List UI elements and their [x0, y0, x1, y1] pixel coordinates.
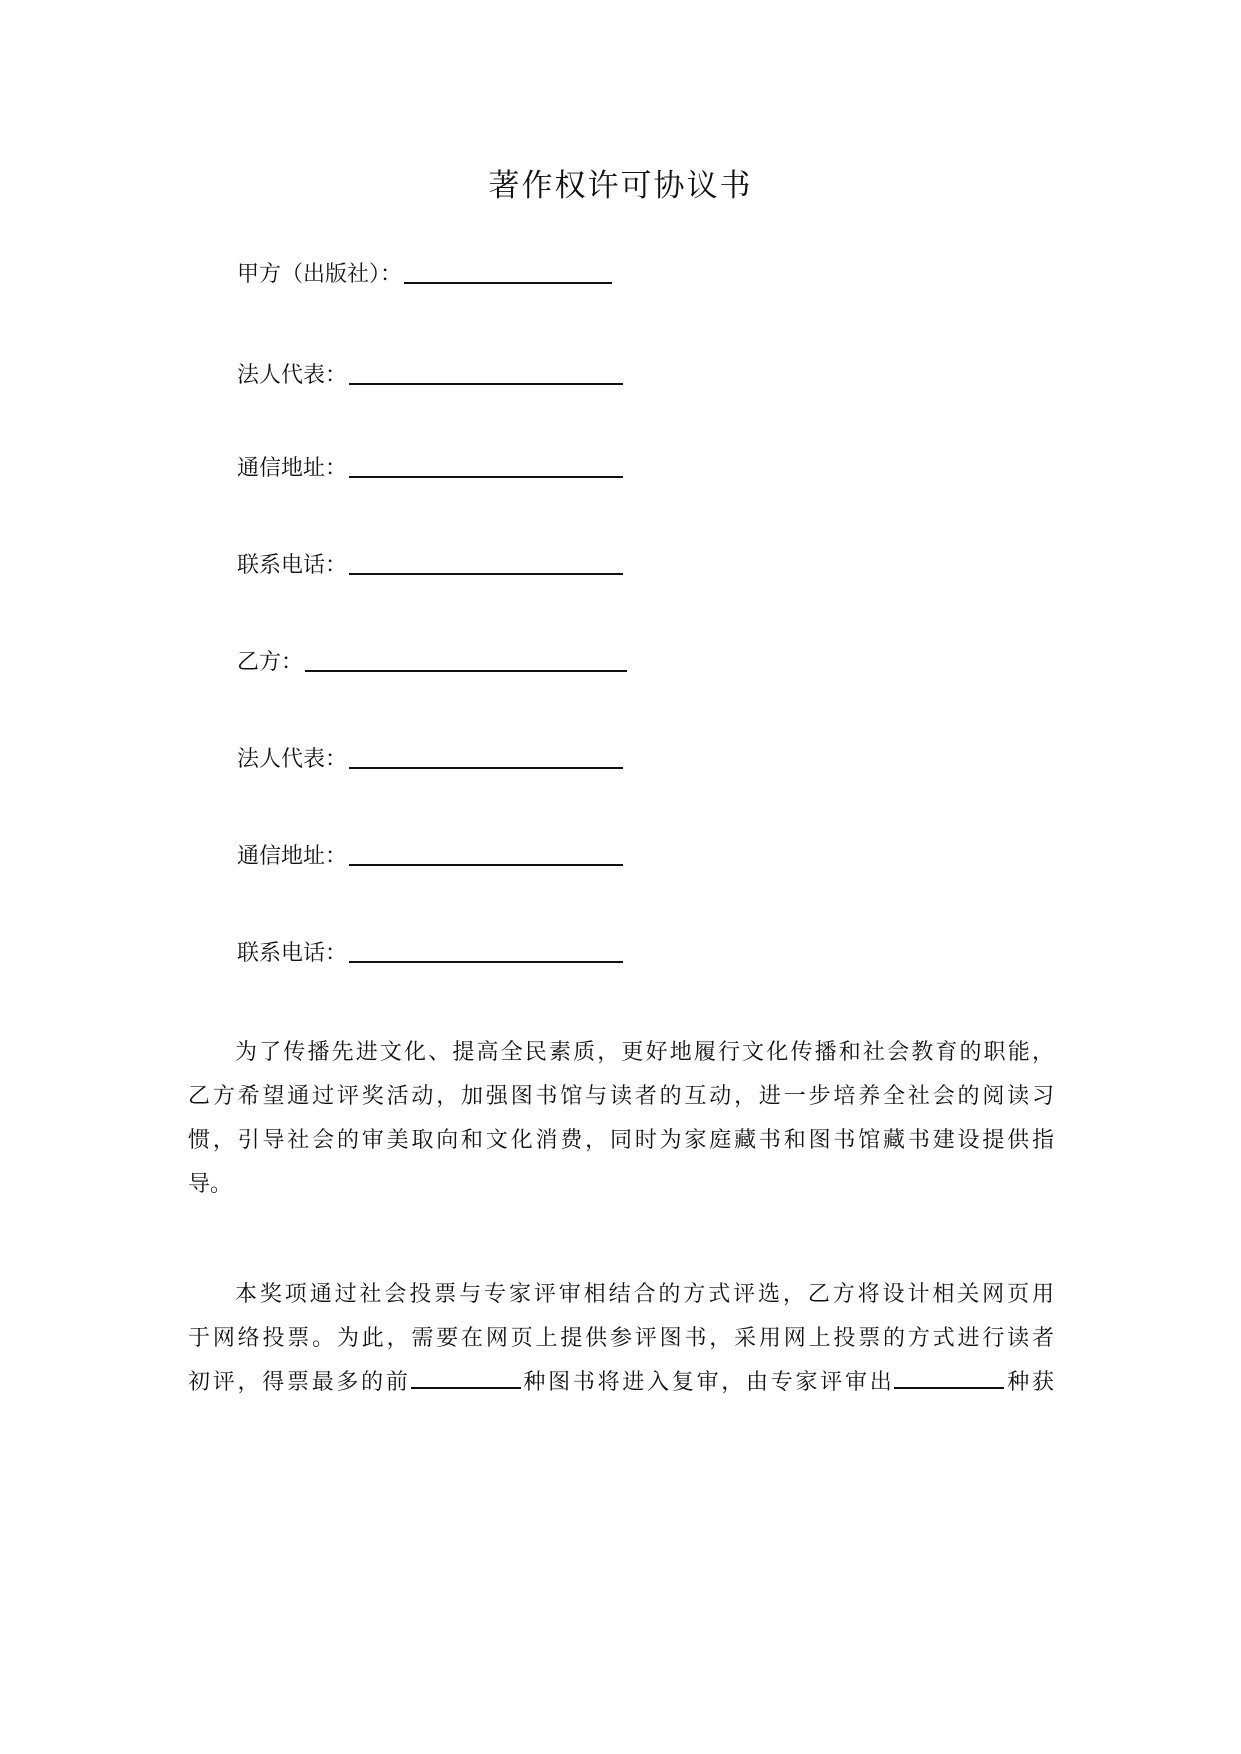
party-a-rep-label: 法人代表： — [237, 363, 348, 388]
paragraph-text: 种获 — [1004, 1370, 1054, 1395]
party-a-address-field — [237, 458, 623, 480]
party-b-field — [237, 652, 627, 674]
party-b-label: 乙方： — [237, 650, 304, 675]
party-a-phone-field — [237, 555, 623, 577]
paragraph-line: 惯，引导社会的审美取向和文化消费，同时为家庭藏书和图书馆藏书建设提供指 — [188, 1128, 1054, 1153]
paragraph-line: 于网络投票。为此，需要在网页上提供参评图书，采用网上投票的方式进行读者 — [188, 1326, 1054, 1351]
party-a-blank — [404, 281, 612, 284]
paragraph-purpose — [188, 1031, 1054, 1207]
paragraph-line-with-blanks — [188, 1361, 1054, 1405]
party-a-rep-field — [237, 365, 623, 387]
party-a-address-label: 通信地址： — [237, 456, 348, 481]
party-b-phone-label: 联系电话： — [237, 941, 348, 966]
party-b-address-label: 通信地址： — [237, 844, 348, 869]
count-blank-1 — [411, 1367, 521, 1389]
party-b-address-blank — [349, 863, 623, 866]
party-a-address-blank — [349, 475, 623, 478]
paragraph-line: 为了传播先进文化、提高全民素质，更好地履行文化传播和社会教育的职能， — [235, 1040, 1054, 1065]
party-a-phone-blank — [349, 572, 623, 575]
party-a-rep-blank — [349, 382, 623, 385]
party-b-phone-blank — [349, 960, 623, 963]
party-b-blank — [305, 669, 627, 672]
paragraph-line: 导。 — [188, 1172, 233, 1197]
paragraph-line: 本奖项通过社会投票与专家评审相结合的方式评选，乙方将设计相关网页用 — [235, 1282, 1054, 1307]
party-b-rep-field — [237, 749, 623, 771]
party-a-phone-label: 联系电话： — [237, 553, 348, 578]
count-blank-2 — [894, 1367, 1004, 1389]
party-a-label: 甲方（出版社）： — [237, 262, 403, 287]
party-b-rep-blank — [349, 766, 623, 769]
paragraph-line: 乙方希望通过评奖活动，加强图书馆与读者的互动，进一步培养全社会的阅读习 — [188, 1084, 1054, 1109]
party-b-rep-label: 法人代表： — [237, 747, 348, 772]
paragraph-voting — [188, 1273, 1054, 1405]
paragraph-text: 初评，得票最多的前 — [188, 1370, 411, 1395]
party-a-field — [237, 264, 612, 286]
document-title: 著作权许可协议书 — [488, 168, 753, 204]
paragraph-text: 种图书将进入复审，由专家评审出 — [520, 1370, 895, 1395]
party-b-address-field — [237, 846, 623, 868]
party-b-phone-field — [237, 943, 623, 965]
